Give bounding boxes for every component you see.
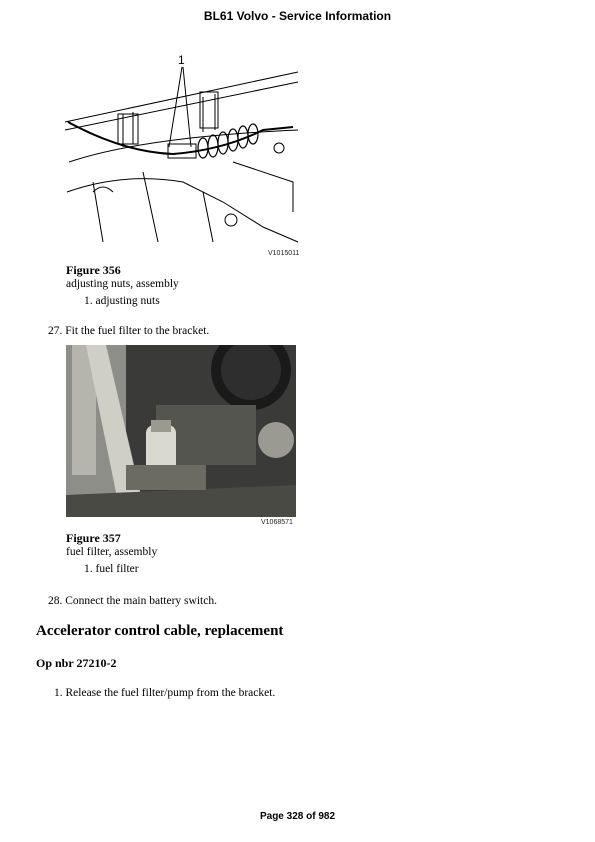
section-heading: Accelerator control cable, replacement <box>36 623 284 639</box>
op-number: Op nbr 27210-2 <box>36 656 117 670</box>
step-28 <box>48 595 217 607</box>
step-number: 27. <box>48 325 63 337</box>
page-header: BL61 Volvo - Service Information <box>203 9 392 23</box>
figure-357-code: V1068571 <box>261 519 293 526</box>
step-text: Fit the fuel filter to the bracket. <box>65 325 210 337</box>
figure-357-title: Figure 357 <box>66 531 121 545</box>
step-number: 28. <box>48 595 63 607</box>
fuel-filter-photo <box>66 345 296 517</box>
figure-357-image <box>66 345 296 517</box>
callout-number: 1 <box>178 53 185 67</box>
section-step-1 <box>54 687 275 699</box>
adjusting-nuts-drawing <box>63 52 305 248</box>
list-text: fuel filter <box>95 563 139 575</box>
list-number: 1. <box>84 295 93 307</box>
step-text: Release the fuel filter/pump from the bracket. <box>65 687 276 699</box>
figure-356-code: V1015011 <box>268 250 300 257</box>
figure-356-image <box>63 52 305 248</box>
figure-356-item <box>84 295 160 307</box>
figure-357-item <box>84 563 139 575</box>
figure-357-caption: fuel filter, assembly <box>66 546 158 558</box>
step-text: Connect the main battery switch. <box>65 595 217 607</box>
figure-356-caption: adjusting nuts, assembly <box>66 278 179 290</box>
list-number: 1. <box>84 563 93 575</box>
page-footer: Page 328 of 982 <box>259 811 336 822</box>
figure-356-title: Figure 356 <box>66 263 121 277</box>
list-text: adjusting nuts <box>95 295 160 307</box>
step-27 <box>48 325 209 337</box>
step-number: 1. <box>54 687 63 699</box>
